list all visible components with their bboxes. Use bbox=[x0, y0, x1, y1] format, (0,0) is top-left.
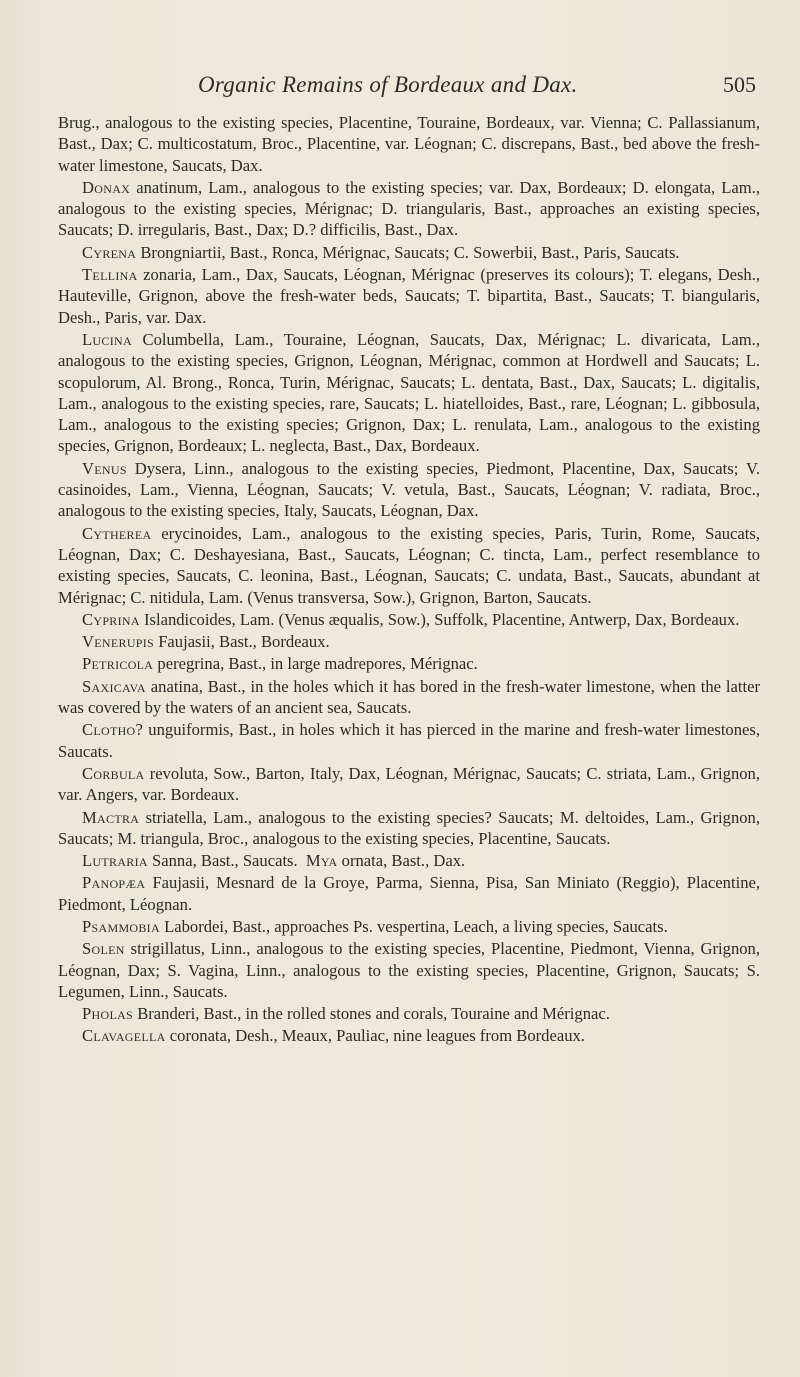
genus-name: Cyrena bbox=[82, 242, 137, 262]
genus-name: Venerupis bbox=[82, 632, 155, 652]
page-number: 505 bbox=[723, 72, 756, 97]
genus-name: Tellina bbox=[82, 265, 138, 285]
entry-cyrena bbox=[58, 242, 760, 263]
entry-venus bbox=[58, 458, 760, 522]
entry-corbula bbox=[58, 763, 760, 806]
genus-name: Cyprina bbox=[82, 609, 140, 629]
entry-psammobia bbox=[58, 916, 760, 937]
genus-name: Psammobia bbox=[82, 916, 160, 936]
entry-tellina bbox=[58, 264, 760, 328]
genus-name: Petricola bbox=[82, 654, 154, 674]
entry-text: Faujasii, Bast., Bordeaux. bbox=[158, 632, 330, 652]
genus-name: Venus bbox=[82, 458, 127, 478]
entry-pholas bbox=[58, 1003, 760, 1024]
entry-panopaea bbox=[58, 872, 760, 915]
page-header bbox=[0, 72, 800, 106]
entry-text: revoluta, Sow., Barton, Italy, Dax, Léognan, Mérignac, Saucats; C. striata, Lam., Grignon, var. Angers, var. Bordeaux. bbox=[58, 763, 760, 805]
entry-cytherea bbox=[58, 523, 760, 608]
entry-lucina bbox=[58, 329, 760, 457]
genus-name: Clavagella bbox=[82, 1026, 166, 1046]
entry-text: strigillatus, Linn., analogous to the existing species, Placentine, Piedmont, Vienna, Grignon, Léognan, Dax; S. Vagina, Linn., analogous to the existing species, Placentine, Grignon, Saucats; S. Legumen, Linn., Saucats. bbox=[58, 939, 760, 1001]
entry-text: Branderi, Bast., in the rolled stones and corals, Touraine and Mérignac. bbox=[137, 1004, 610, 1024]
genus-name: Clotho? bbox=[82, 720, 144, 740]
genus-name: Saxicava bbox=[82, 676, 146, 696]
entry-text-secondary: ornata, Bast., Dax. bbox=[341, 851, 466, 871]
genus-name: Panopæa bbox=[82, 873, 146, 893]
entry-clotho bbox=[58, 719, 760, 762]
entry-saxicava bbox=[58, 676, 760, 719]
entry-text: striatella, Lam., analogous to the existing species? Saucats; M. deltoides, Lam., Grignon, Saucats; M. triangula, Broc., analogous to the existing species, Placentine, Saucats. bbox=[58, 807, 760, 848]
genus-name: Pholas bbox=[82, 1004, 134, 1024]
entry-text: Faujasii, Mesnard de la Groye, Parma, Sienna, Pisa, San Miniato (Reggio), Placentine, Piedmont, Léognan. bbox=[58, 873, 760, 914]
genus-name: Solen bbox=[82, 939, 125, 959]
entry-donax bbox=[58, 177, 760, 241]
entry-text: coronata, Desh., Meaux, Pauliac, nine leagues from Bordeaux. bbox=[169, 1026, 585, 1046]
entry-mactra bbox=[58, 807, 760, 850]
entry-text: unguiformis, Bast., in holes which it has pierced in the marine and fresh-water limestones, Saucats. bbox=[58, 720, 761, 761]
entry-text: zonaria, Lam., Dax, Saucats, Léognan, Mérignac (preserves its colours); T. elegans, Desh., Hauteville, Grignon, above the fresh-water beds, Saucats; T. bipartita, Bast., Saucats; T. biangularis, Desh., Paris, var. Dax. bbox=[58, 265, 760, 327]
entry-text: Sanna, Bast., Saucats. bbox=[152, 851, 298, 871]
entry-text: Labordei, Bast., approaches Ps. vespertina, Leach, a living species, Saucats. bbox=[164, 916, 668, 936]
entry-text: anatina, Bast., in the holes which it has bored in the fresh-water limestone, when the latter was covered by the waters of an ancient sea, Saucats. bbox=[58, 676, 760, 718]
entry-petricola bbox=[58, 653, 760, 674]
running-title: Organic Remains of Bordeaux and Dax. bbox=[198, 72, 578, 97]
entry-lutraria-mya bbox=[58, 850, 760, 871]
entry-text: Brongniartii, Bast., Ronca, Mérignac, Saucats; C. Sowerbii, Bast., Paris, Saucats. bbox=[140, 242, 680, 262]
entry-cyprina bbox=[58, 609, 760, 630]
entry-text: Islandicoides, Lam. (Venus æqualis, Sow.), Suffolk, Placentine, Antwerp, Dax, Bordeaux. bbox=[144, 609, 740, 629]
entry-venerupis bbox=[58, 631, 760, 652]
page-body bbox=[58, 112, 760, 1048]
entry-text: Dysera, Linn., analogous to the existing species, Piedmont, Placentine, Dax, Saucats; V. casinoides, Lam., Vienna, Léognan, Saucats; V. vetula, Bast., Saucats, Léognan; V. radiata, Broc., analogous to the existing species, Italy, Saucats, Léognan, Dax. bbox=[58, 458, 760, 521]
entry-text: erycinoides, Lam., analogous to the existing species, Paris, Turin, Rome, Saucats, Léognan, Dax; C. Deshayesiana, Bast., Saucats, Léognan; C. tincta, Lam., perfect resemblance to existing species, Saucats, C. leonina, Bast., Léognan, Saucats; C. undata, Bast., Saucats, abundant at Mérignac; C. nitidula, Lam. (Venus transversa, Sow.), Grignon, Barton, Saucats. bbox=[58, 523, 760, 607]
entry-text: Columbella, Lam., Touraine, Léognan, Saucats, Dax, Mérignac; L. divaricata, Lam., analogous to the existing species, Grignon, Léognan, Mérignac, common at Hordwell and Saucats; L. scopulorum, Al. Brong., Ronca, Turin, Mérignac, Saucats; L. dentata, Bast., Dax, Saucats; L. digitalis, Lam., analogous to the existing species, rare, Saucats; L. hiatelloides, Bast., rare, Léognan; L. gibbosula, Lam., analogous to the existing species; Grignon, Dax; L. renulata, Lam., analogous to the existing species, Grignon, Bordeaux; L. neglecta, Bast., Dax, Bordeaux. bbox=[58, 329, 760, 456]
genus-name: Lutraria bbox=[82, 851, 148, 871]
entry-text: peregrina, Bast., in large madrepores, Mérignac. bbox=[157, 654, 478, 674]
genus-name: Lucina bbox=[82, 329, 132, 349]
genus-name: Cytherea bbox=[82, 523, 152, 543]
entry-text: Brug., analogous to the existing species, Placentine, Touraine, Bordeaux, var. Vienna; C. Pallassianum, Bast., Dax; C. multicostatum, Broc., Placentine, var. Léognan; C. discrepans, Bast., bed above the fresh-water limestone, Saucats, Dax. bbox=[58, 113, 760, 175]
genus-name-secondary: Mya bbox=[305, 851, 338, 871]
entry-cardium-continued bbox=[58, 112, 760, 176]
genus-name: Corbula bbox=[82, 763, 145, 783]
entry-solen bbox=[58, 938, 760, 1002]
entry-text: anatinum, Lam., analogous to the existing species; var. Dax, Bordeaux; D. elongata, Lam., analogous to the existing species, Mérignac; D. triangularis, Bast., approaches an existing species, Saucats; D. irregularis, Bast., Dax; D.? difficilis, Bast., Dax. bbox=[58, 177, 760, 240]
genus-name: Donax bbox=[82, 177, 131, 197]
entry-clavagella bbox=[58, 1025, 760, 1046]
genus-name: Mactra bbox=[82, 807, 140, 827]
